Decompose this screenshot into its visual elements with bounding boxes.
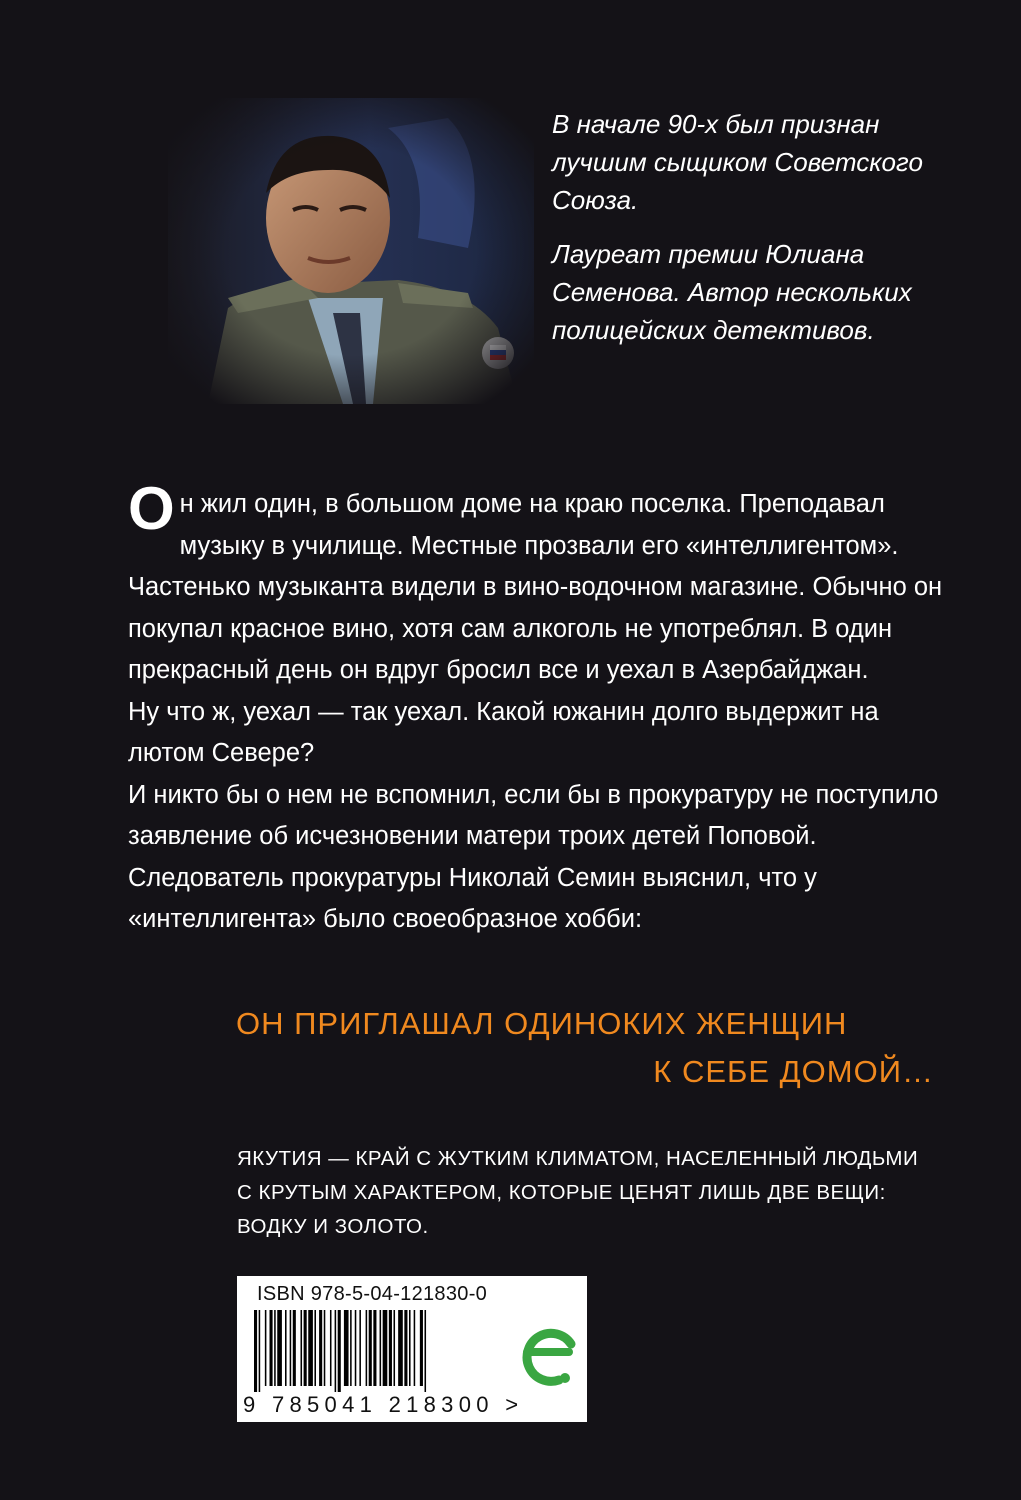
highlight-line-2: К СЕБЕ ДОМОЙ… — [653, 1054, 934, 1089]
isbn-text: ISBN 978-5-04-121830-0 — [257, 1283, 488, 1305]
annotation-paragraph-1 — [128, 475, 948, 692]
bio-line-1: В начале 90-х был признан лучшим сыщиком Советского Союза. — [552, 109, 923, 215]
highlight-quote — [230, 1000, 940, 1096]
barcode-bars — [254, 1310, 514, 1392]
book-annotation — [128, 475, 948, 941]
drop-cap: О — [128, 475, 175, 542]
annotation-paragraph-2: Ну что ж, уехал — так уехал. Какой южанин долго выдержит на лютом Севере? — [128, 697, 879, 767]
author-bio — [552, 105, 972, 349]
tagline: ЯКУТИЯ — КРАЙ С ЖУТКИМ КЛИМАТОМ, НАСЕЛЕННЫЙ ЛЮДЬМИ С КРУТЫМ ХАРАКТЕРОМ, КОТОРЫЕ ЦЕНЯТ ЛИШЬ ДВЕ ВЕЩИ: ВОДКУ И ЗОЛОТО. — [237, 1147, 919, 1238]
annotation-text-1: н жил один, в большом доме на краю поселка. Преподавал музыку в училище. Местные прозвали его «интеллигентом». Частенько музыканта видели в вино-водочном магазине. Обычно он покупал красное вино, хотя сам алкоголь не употреблял. В один прекрасный день он вдруг бросил все и уехал в Азербайджан. — [128, 490, 943, 684]
annotation-paragraph-3: И никто бы о нем не вспомнил, если бы в прокуратуру не поступило заявление об исчезновении матери троих детей Поповой. Следователь прокуратуры Николай Семин выяснил, что у «интеллигента» было своеобразное хобби: — [128, 780, 939, 933]
ean-digits: 9 785041 218300 > — [243, 1392, 524, 1417]
author-photo — [168, 98, 534, 404]
highlight-line-1: ОН ПРИГЛАШАЛ ОДИНОКИХ ЖЕНЩИН — [236, 1006, 848, 1041]
bio-line-2: Лауреат премии Юлиана Семенова. Автор нескольких полицейских детективов. — [552, 239, 912, 345]
eksmo-logo-icon — [519, 1314, 577, 1392]
